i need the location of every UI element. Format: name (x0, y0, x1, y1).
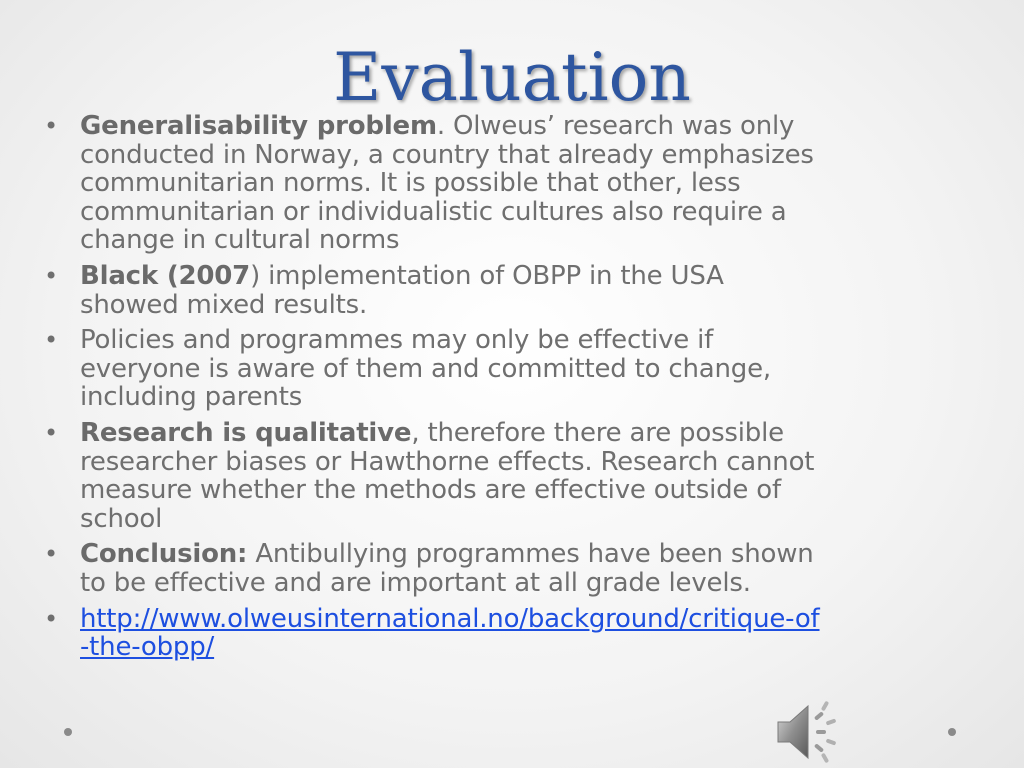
bullet-item-research-qualitative (44, 417, 820, 534)
bullet-bold-label: Black (2007 (80, 260, 251, 291)
bullet-text: ) implementation of OBPP in the USA showed mixed results. (80, 260, 724, 320)
decorative-dot-right (948, 728, 956, 736)
bullet-text: . Olweus’ research was only conducted in Norway, a country that already emphasizes communitarian norms. It is possible that other, less communitarian or individualistic cultures also require a change in cultural norms (80, 111, 814, 256)
bullet-dot: • (44, 604, 58, 633)
bullet-bold-label: Generalisability problem (80, 111, 437, 141)
bullet-dot: • (44, 326, 58, 355)
bullet-text: Antibullying programmes have been shown to be effective and are important at all grade levels. (80, 539, 814, 598)
bullet-dot: • (44, 540, 58, 569)
bullet-list (44, 111, 820, 669)
bullet-item-black-2007 (44, 260, 820, 320)
bullet-text: Policies and programmes may only be effective if everyone is aware of them and committed to change, including parents (80, 325, 771, 413)
bullet-item-generalisability (44, 111, 820, 256)
bullet-bold-label: Research is qualitative (80, 417, 412, 448)
bullet-item-policies (44, 325, 820, 413)
olweus-critique-link[interactable]: http://www.olweusinternational.no/background/critique-of-the-obpp/ (80, 603, 820, 663)
decorative-dot-left (64, 728, 72, 736)
bullet-dot: • (44, 261, 58, 290)
speaker-icon[interactable] (774, 700, 844, 764)
slide-title: Evaluation (333, 39, 691, 116)
bullet-item-link (44, 603, 820, 663)
bullet-item-conclusion (44, 539, 820, 598)
bullet-text: , therefore there are possible researcher biases or Hawthorne effects. Research cannot measure whether the methods are effective outside of school (80, 417, 815, 534)
bullet-dot: • (44, 112, 58, 140)
speaker-icon-graphic (774, 700, 844, 764)
bullet-dot: • (44, 418, 58, 447)
bullet-bold-label: Conclusion: (80, 539, 248, 570)
